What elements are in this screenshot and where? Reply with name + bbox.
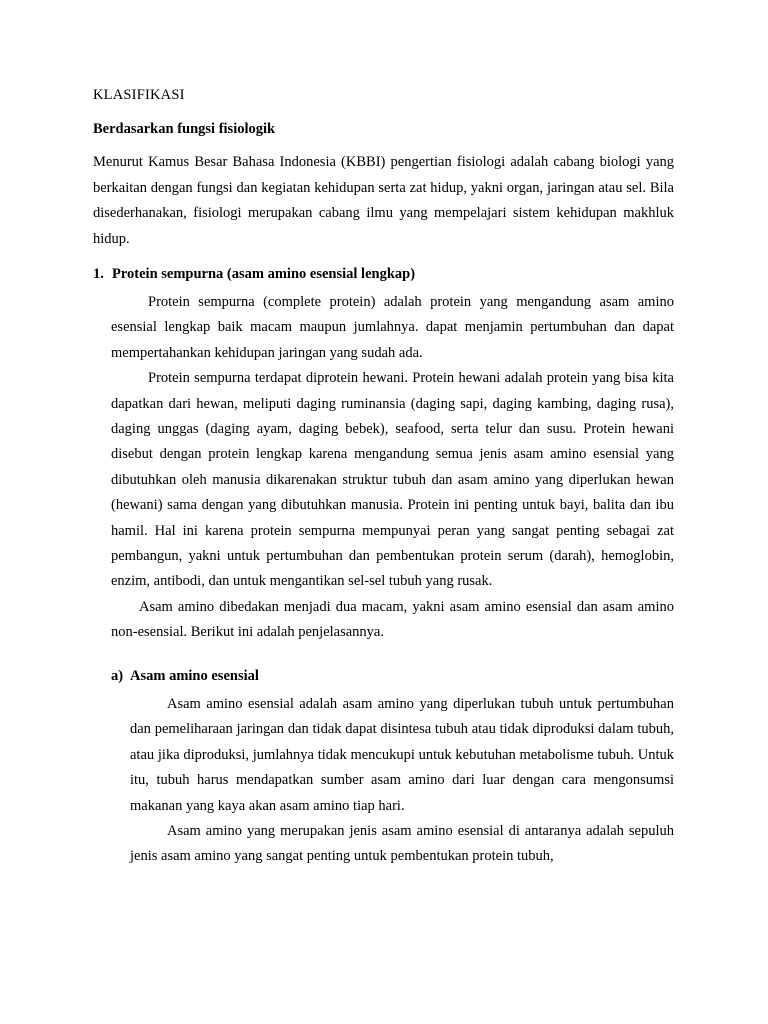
subsection-a-paragraph: Asam amino yang merupakan jenis asam amino esensial di antaranya adalah sepuluh jenis asam amino yang sangat penting untuk pembentukan protein tubuh, [130,823,674,865]
subsection-a-number: a) [111,668,124,684]
subsection-a-paragraph: Asam amino esensial adalah asam amino yang diperlukan tubuh untuk pertumbuhan dan pemeliharaan jaringan dan tidak dapat disintesa tubuh atau tidak diproduksi dalam tubuh, atau jika diproduksi, jumlahnya tidak mencukupi untuk kebutuhan metabolisme tubuh. Untuk itu, tubuh harus mendapatkan sumber asam amino dari luar dengan cara mengonsumsi makanan yang kaya akan asam amino tiap hari. [130,696,674,814]
document-title: KLASIFIKASI [93,87,185,103]
section-1-paragraph: Protein sempurna (complete protein) adalah protein yang mengandung asam amino esensial lengkap baik macam maupun jumlahnya. dapat menjamin pertumbuhan dan dapat mempertahankan kehidupan jaringan yang sudah ada. [111,294,674,361]
section-1-body [111,290,674,646]
section-1-paragraph: Asam amino dibedakan menjadi dua macam, yakni asam amino esensial dan asam amino non-esensial. Berikut ini adalah penjelasannya. [111,598,674,641]
section-subtitle: Berdasarkan fungsi fisiologik [93,121,276,137]
subsection-a-heading-text: Asam amino esensial [130,668,259,684]
section-1-number: 1. [93,266,104,282]
section-1-paragraph: Protein sempurna terdapat diprotein hewani. Protein hewani adalah protein yang bisa kita dapatkan dari hewan, meliputi daging ruminansia (daging sapi, daging kambing, daging rusa), daging unggas (daging ayam, daging bebek), seafood, serta telur dan susu. Protein hewani disebut dengan protein lengkap karena mengandung semua jenis asam amino esensial yang dibutuhkan oleh manusia dikarenakan struktur tubuh dan asam amino yang diperlukan hewan (hewani) sama dengan yang dibutuhkan manusia. Protein ini penting untuk bayi, balita dan ibu hamil. Hal ini karena protein sempurna mempunyai peran yang sangat penting sebagai zat pembangun, yakni untuk pertumbuhan dan pembentukan protein serum (darah), hemoglobin, enzim, antibodi, dan untuk mengantikan sel-sel tubuh yang rusak. [111,370,674,590]
section-1-heading [93,266,674,283]
subsection-a-heading [111,668,674,685]
intro-paragraph: Menurut Kamus Besar Bahasa Indonesia (KBBI) pengertian fisiologi adalah cabang biologi yang berkaitan dengan fungsi dan kegiatan kehidupan serta zat hidup, yakni organ, jaringan atau sel. Bila disederhanakan, fisiologi merupakan cabang ilmu yang mempelajari sistem kehidupan makhluk hidup. [93,154,674,247]
subsection-a-body [130,692,674,870]
section-1-heading-text: Protein sempurna (asam amino esensial lengkap) [112,266,416,282]
